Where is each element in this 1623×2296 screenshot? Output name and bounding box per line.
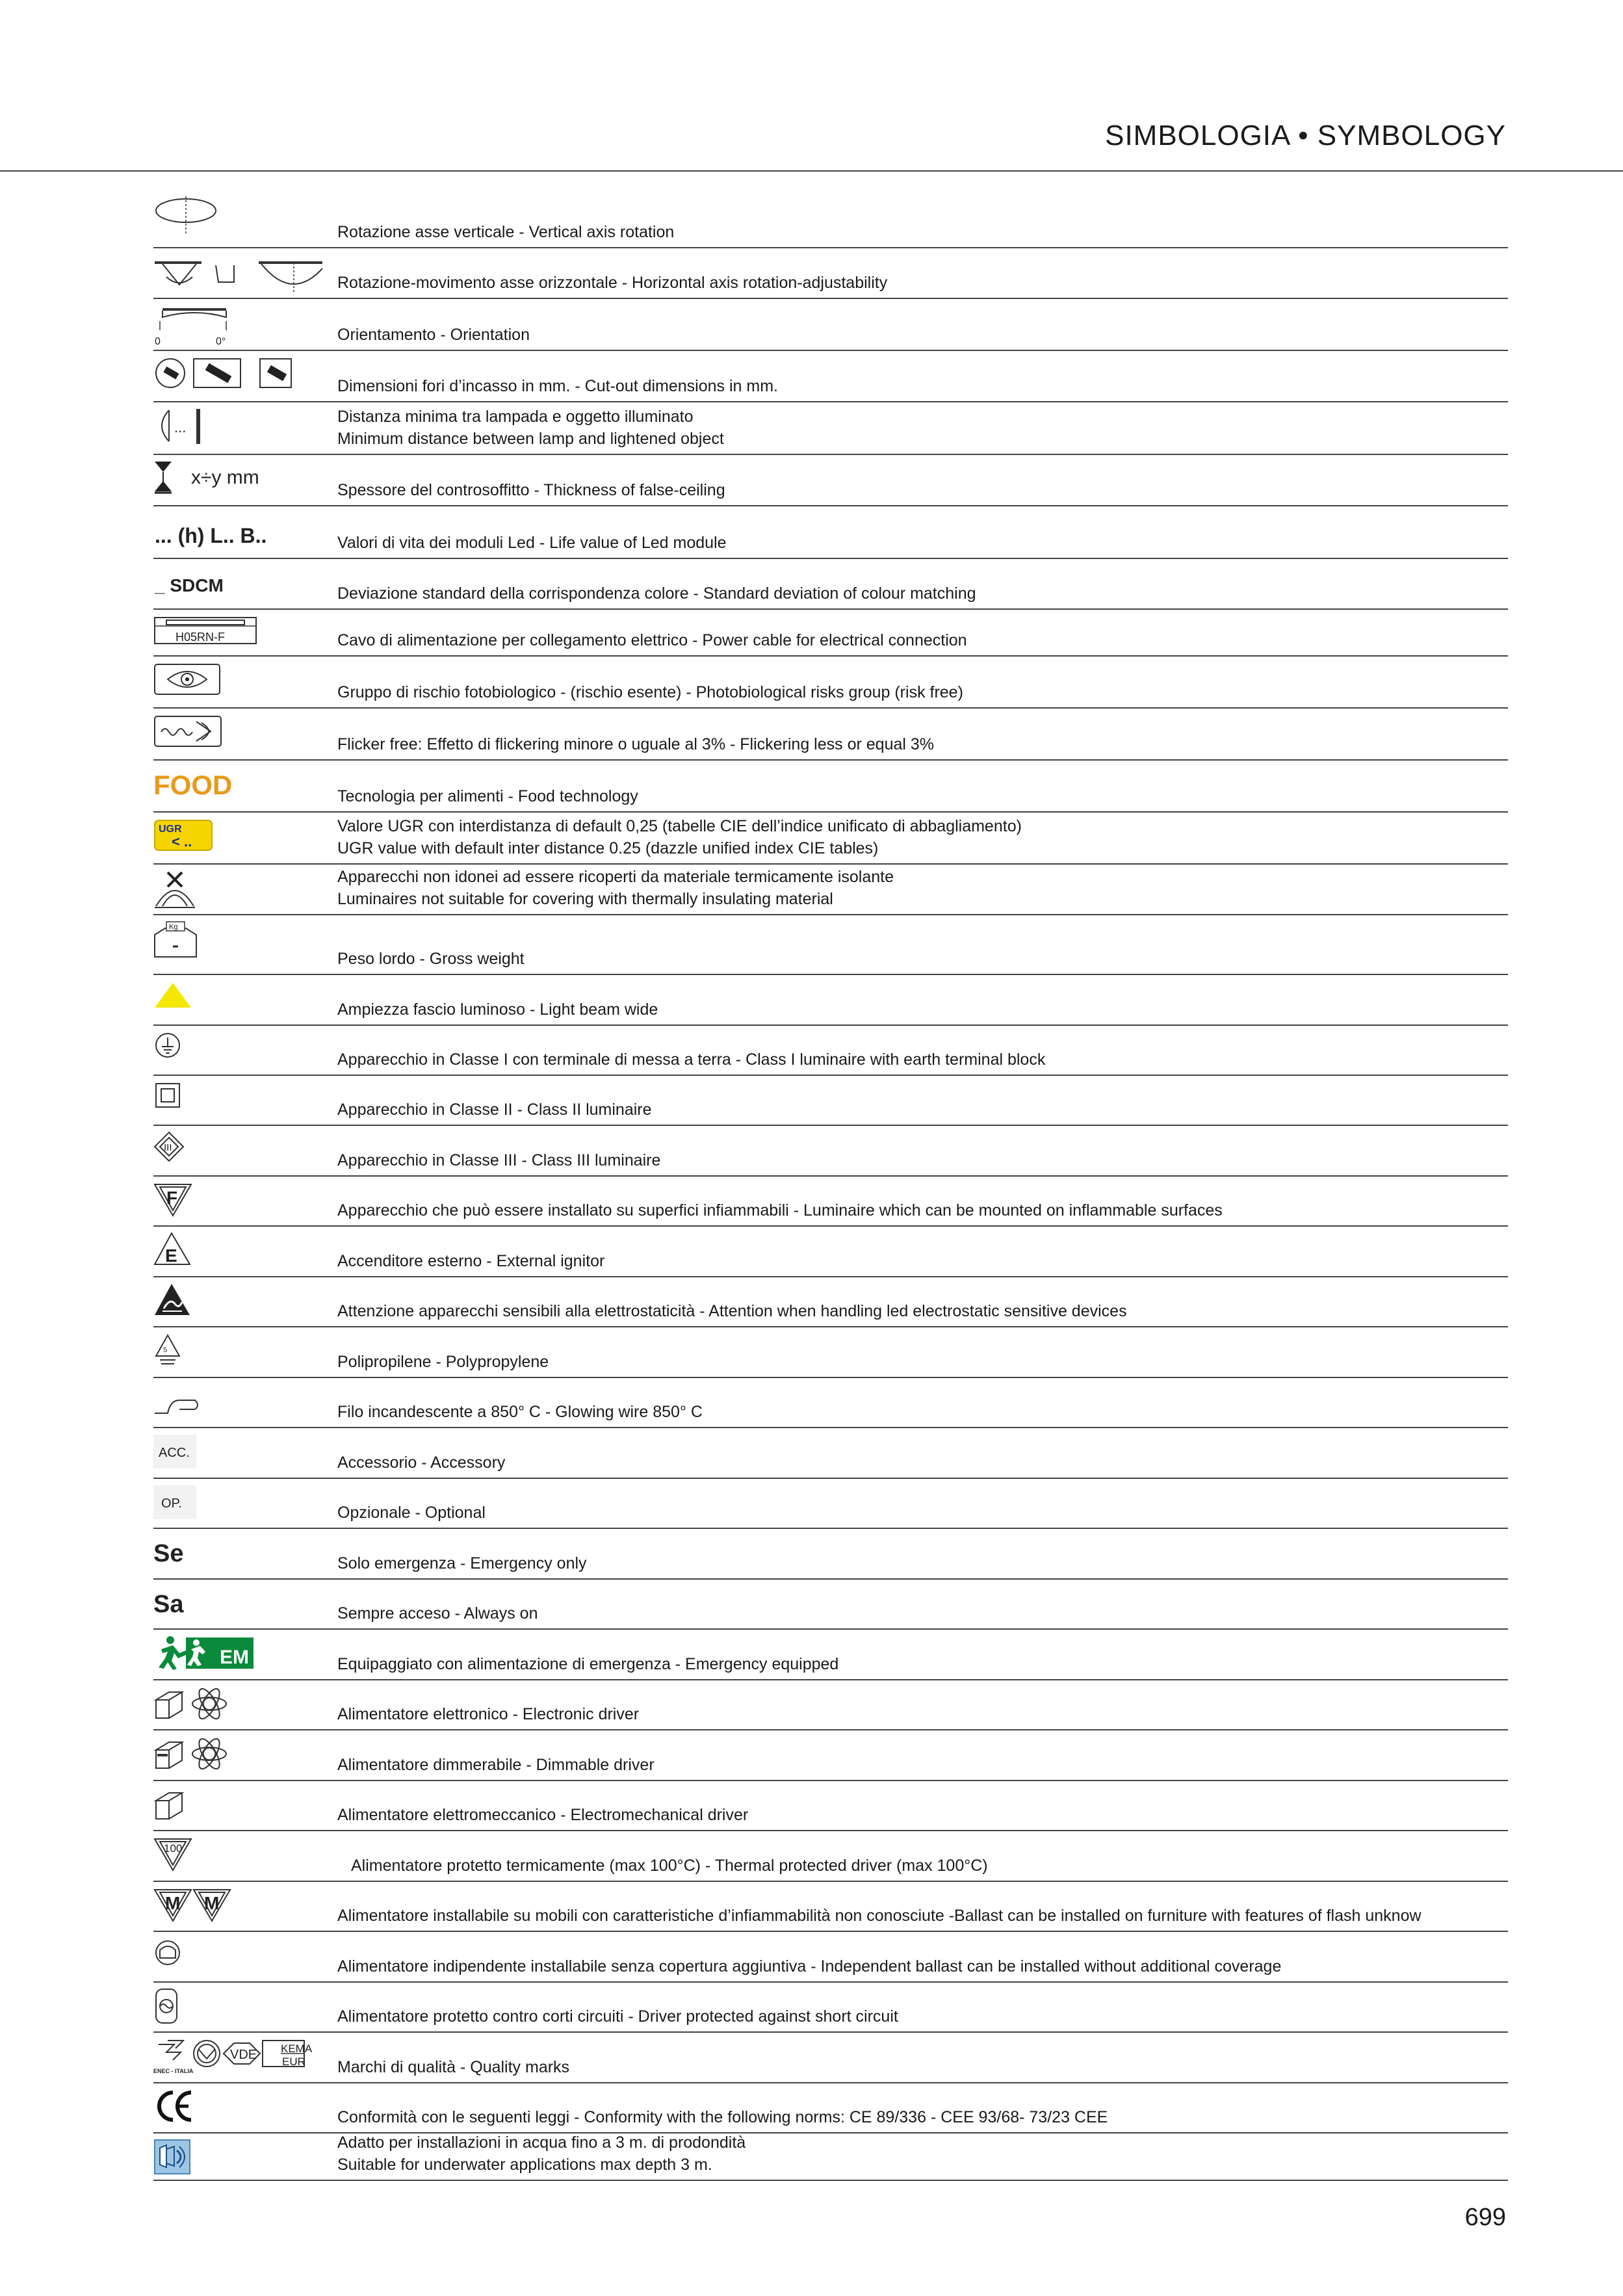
- description-line: Peso lordo - Gross weight: [337, 950, 525, 968]
- page-title: SIMBOLOGIA • SYMBOLOGY: [1105, 120, 1506, 151]
- symbol-description: [337, 1099, 1508, 1121]
- symbol-row: [153, 1781, 1508, 1831]
- horizontal-axis-rotation-icon: [153, 254, 322, 295]
- page-number: 699: [1464, 2204, 1506, 2231]
- description-line: Opzionale - Optional: [337, 1504, 486, 1522]
- quality-marks-label: VDE: [230, 2048, 257, 2062]
- emergency-equipped-icon: [153, 1635, 322, 1676]
- description-line: Apparecchio in Classe I con terminale di messa a terra - Class I luminaire with earth terminal block: [337, 1050, 1046, 1069]
- symbol-row: [153, 1580, 1508, 1630]
- vertical-axis-rotation-icon: [153, 194, 322, 235]
- symbol-row: [153, 1177, 1508, 1227]
- symbol-description: [337, 1351, 1508, 1373]
- symbol-row: [153, 1831, 1508, 1882]
- symbol-row: [153, 506, 1508, 559]
- symbol-row: [153, 1126, 1508, 1177]
- description-line: Valori di vita dei moduli Led - Life value of Led module: [337, 534, 727, 552]
- symbol-row: [153, 1630, 1508, 1680]
- inflammable-surface-label: F: [166, 1188, 178, 1208]
- food-technology-icon: [153, 766, 322, 807]
- emergency-only-label: Se: [153, 1540, 184, 1567]
- symbol-description: [337, 2005, 1508, 2028]
- description-line: Apparecchio in Classe III - Class III luminaire: [337, 1151, 661, 1169]
- flicker-free-icon: [153, 714, 322, 755]
- svg-text:5: 5: [163, 1346, 168, 1354]
- description-line: Distanza minima tra lampada e oggetto illuminato: [337, 408, 694, 426]
- symbol-row: [153, 2133, 1508, 2181]
- quality-marks-label: KEMA: [281, 2042, 313, 2055]
- ugr-label: UGR: [159, 824, 182, 835]
- symbol-description: [337, 998, 1508, 1021]
- life-value-label: ... (h) L.. B..: [155, 524, 267, 547]
- description-line: Cavo di alimentazione per collegamento elettrico - Power cable for electrical connection: [337, 631, 967, 649]
- glowing-wire-icon: [153, 1383, 322, 1425]
- description-line: Valore UGR con interdistanza di default 0,25 (tabelle CIE dell’indice unificato di abbagliamento): [337, 817, 1022, 835]
- symbol-row: [153, 2033, 1508, 2083]
- description-line: Deviazione standard della corrispondenza colore - Standard deviation of colour matching: [337, 584, 976, 603]
- description-line: Apparecchi non idonei ad essere ricoperti da materiale termicamente isolante: [337, 868, 894, 886]
- ugr-icon: [153, 818, 322, 859]
- food-technology-label: FOOD: [153, 770, 233, 800]
- orientation-icon: [153, 304, 322, 346]
- symbol-description: [337, 1300, 1508, 1322]
- inflammable-surface-icon: [153, 1182, 322, 1223]
- always-on-label: Sa: [153, 1591, 184, 1618]
- independent-ballast-icon: [153, 1937, 322, 1979]
- symbol-row: [153, 299, 1508, 351]
- symbol-row: [153, 761, 1508, 813]
- symbol-description: [337, 2106, 1508, 2128]
- description-line: Alimentatore indipendente installabile senza copertura aggiuntiva - Independent ballast can be installed without additional coverage: [337, 1957, 1282, 1976]
- description-line: Conformità con le seguenti leggi - Conformity with the following norms: CE 89/336 - CEE 93/68- 73/23 CEE: [337, 2108, 1108, 2126]
- electrostatic-warning-icon: [153, 1283, 322, 1324]
- symbol-row: [153, 402, 1508, 455]
- photobiological-risk-icon: [153, 662, 322, 703]
- description-line: Alimentatore protetto contro corti circuiti - Driver protected against short circuit: [337, 2007, 898, 2026]
- class-two-icon: [153, 1081, 322, 1123]
- description-line: Filo incandescente a 850° C - Glowing wire 850° C: [337, 1403, 703, 1421]
- description-line: Orientamento - Orientation: [337, 326, 530, 344]
- symbol-row: [153, 813, 1508, 865]
- symbol-row: [153, 559, 1508, 610]
- symbol-description: [337, 1250, 1508, 1272]
- life-value-icon: [153, 512, 322, 553]
- symbol-description: [337, 1804, 1508, 1826]
- symbol-description: [337, 582, 1508, 605]
- electromechanical-driver-icon: [153, 1786, 322, 1828]
- ugr-label: < ..: [172, 833, 192, 850]
- description-line: Equipaggiato con alimentazione di emergenza - Emergency equipped: [337, 1655, 839, 1673]
- symbol-description: [337, 1905, 1508, 1927]
- description-line: Alimentatore dimmerabile - Dimmable driver: [337, 1756, 655, 1774]
- optional-label: OP.: [161, 1496, 182, 1511]
- symbol-row: [153, 915, 1508, 975]
- minimum-distance-icon: [153, 408, 322, 449]
- ce-conformity-icon: [153, 2089, 322, 2130]
- description-line: Ampiezza fascio luminoso - Light beam wide: [337, 1000, 658, 1019]
- symbol-row: [153, 1983, 1508, 2033]
- symbol-description: [337, 948, 1508, 970]
- description-line-english: Suitable for underwater applications max depth 3 m.: [337, 2156, 712, 2174]
- symbol-row: [153, 189, 1508, 248]
- furniture-ballast-label: M: [165, 1893, 181, 1913]
- symbol-description: [351, 1855, 1508, 1877]
- symbol-description: [337, 1502, 1508, 1524]
- symbol-row: [153, 248, 1508, 299]
- symbol-row: [153, 1428, 1508, 1479]
- symbol-description: [337, 1552, 1508, 1574]
- quality-marks-icon: [153, 2038, 322, 2080]
- symbol-description: [337, 2132, 1508, 2176]
- description-line: Solo emergenza - Emergency only: [337, 1554, 587, 1572]
- symbol-row: [153, 1529, 1508, 1580]
- symbol-row: [153, 1882, 1508, 1932]
- ceiling-thickness-icon: [153, 460, 322, 502]
- description-line: Adatto per installazioni in acqua fino a 3 m. di prodondità: [337, 2133, 746, 2152]
- accessory-label: ACC.: [159, 1446, 190, 1460]
- gross-weight-label: Kg: [169, 923, 178, 931]
- symbol-row: [153, 1327, 1508, 1378]
- symbol-row: [153, 975, 1508, 1026]
- description-line-english: UGR value with default inter distance 0.25 (dazzle unified index CIE tables): [337, 839, 879, 857]
- description-line-english: Minimum distance between lamp and lightened object: [337, 430, 724, 448]
- symbol-description: [337, 532, 1508, 554]
- symbol-description: [337, 629, 1508, 651]
- emergency-only-icon: [153, 1534, 322, 1576]
- symbol-description: [337, 2056, 1508, 2078]
- symbol-description: [337, 785, 1508, 807]
- symbol-row: [153, 351, 1508, 402]
- light-beam-icon: [153, 980, 322, 1022]
- accessory-icon: [153, 1433, 322, 1475]
- description-line-english: Luminaires not suitable for covering with thermally insulating material: [337, 890, 833, 908]
- description-line: Polipropilene - Polypropylene: [337, 1353, 549, 1371]
- symbol-description: [337, 1955, 1508, 1977]
- sdcm-label: _ SDCM: [155, 575, 224, 595]
- quality-marks-label: EUR: [282, 2055, 305, 2068]
- external-ignitor-label: E: [165, 1246, 177, 1266]
- power-cable-label: H05RN-F: [175, 631, 226, 644]
- symbol-description: [337, 406, 1508, 450]
- thermal-protected-label: 100: [164, 1842, 183, 1855]
- orientation-label: 0: [155, 336, 161, 346]
- symbol-description: [337, 1653, 1508, 1675]
- symbol-description: [337, 375, 1508, 397]
- earth-terminal-icon: [153, 1031, 322, 1073]
- description-line: Apparecchio che può essere installato su superfici infiammabili - Luminaire which can be mounted on inflammable surfaces: [337, 1201, 1223, 1220]
- symbol-description: [337, 324, 1508, 346]
- description-line: Dimensioni fori d’incasso in mm. - Cut-out dimensions in mm.: [337, 377, 778, 395]
- symbol-row: [153, 1378, 1508, 1428]
- description-line: Marchi di qualità - Quality marks: [337, 2058, 570, 2076]
- symbol-row: [153, 1680, 1508, 1730]
- description-line: Alimentatore installabile su mobili con caratteristiche d’infiammabilità non conosciute -Ballast can be installed on furniture with features of flash unknow: [337, 1907, 1422, 1925]
- description-line: Attenzione apparecchi sensibili alla elettrostaticità - Attention when handling led electrostatic sensitive devices: [337, 1302, 1127, 1320]
- symbol-row: [153, 1730, 1508, 1781]
- symbol-description: [337, 221, 1508, 243]
- short-circuit-icon: [153, 1988, 322, 2029]
- description-line: Flicker free: Effetto di flickering minore o uguale al 3% - Flickering less or equal 3%: [337, 735, 935, 753]
- symbol-description: [337, 1199, 1508, 1221]
- description-line: Spessore del controsoffitto - Thickness of false-ceiling: [337, 481, 725, 499]
- description-line: Gruppo di rischio fotobiologico - (rischio esente) - Photobiological risks group (risk free): [337, 683, 963, 701]
- symbol-description: [337, 1602, 1508, 1624]
- symbol-row: [153, 1479, 1508, 1529]
- always-on-icon: [153, 1585, 322, 1626]
- description-line: Alimentatore elettronico - Electronic driver: [337, 1705, 640, 1723]
- furniture-ballast-label: M: [204, 1893, 220, 1913]
- class-three-label: III: [164, 1142, 172, 1153]
- symbol-description: [337, 1049, 1508, 1071]
- symbol-row: [153, 610, 1508, 657]
- symbol-description: [337, 1754, 1508, 1776]
- symbol-description: [337, 866, 1508, 910]
- description-line: Alimentatore elettromeccanico - Electromechanical driver: [337, 1806, 749, 1824]
- description-line: Accessorio - Accessory: [337, 1454, 506, 1472]
- description-line: Sempre acceso - Always on: [337, 1604, 538, 1623]
- description-line: Alimentatore protetto termicamente (max 100°C) - Thermal protected driver (max 100°C): [351, 1857, 988, 1875]
- symbol-description: [337, 681, 1508, 703]
- symbol-row: [153, 1026, 1508, 1076]
- orientation-label: 0°: [216, 336, 226, 346]
- no-insulation-cover-icon: [153, 870, 322, 911]
- symbol-row: [153, 657, 1508, 709]
- class-three-icon: [153, 1131, 322, 1173]
- symbol-row: [153, 2083, 1508, 2133]
- symbol-description: [337, 272, 1508, 294]
- symbol-row: [153, 1227, 1508, 1277]
- polypropylene-icon: [153, 1333, 322, 1374]
- sdcm-icon: [153, 564, 322, 606]
- ceiling-thickness-label: x÷y mm: [191, 467, 259, 488]
- symbol-row: [153, 1076, 1508, 1126]
- symbol-row: [153, 865, 1508, 915]
- symbol-row: [153, 709, 1508, 761]
- description-line: Tecnologia per alimenti - Food technology: [337, 787, 638, 805]
- description-line: Rotazione asse verticale - Vertical axis rotation: [337, 223, 675, 241]
- symbol-description: [337, 1452, 1508, 1474]
- minimum-distance-label: ...: [174, 419, 187, 436]
- description-line: Rotazione-movimento asse orizzontale - Horizontal axis rotation-adjustability: [337, 274, 888, 292]
- symbol-description: [337, 1149, 1508, 1171]
- gross-weight-icon: [153, 920, 322, 962]
- thermal-protected-icon: [153, 1836, 322, 1878]
- symbol-description: [337, 733, 1508, 755]
- cutout-dimensions-icon: [153, 356, 322, 398]
- description-line: Accenditore esterno - External ignitor: [337, 1252, 605, 1270]
- symbol-description: [337, 479, 1508, 501]
- electronic-driver-icon: [153, 1686, 322, 1727]
- external-ignitor-icon: [153, 1232, 322, 1273]
- emergency-equipped-label: EM: [220, 1647, 249, 1668]
- symbol-row: [153, 1277, 1508, 1327]
- quality-marks-label: ENEC - ITALIA: [153, 2068, 194, 2074]
- symbol-description: [337, 815, 1508, 859]
- power-cable-icon: [153, 615, 322, 657]
- underwater-icon: [153, 2139, 322, 2180]
- header-divider: [0, 170, 1623, 172]
- symbol-description: [337, 1703, 1508, 1725]
- optional-icon: [153, 1484, 322, 1526]
- furniture-ballast-icon: [153, 1887, 322, 1929]
- symbol-description: [337, 1401, 1508, 1423]
- description-line: Apparecchio in Classe II - Class II luminaire: [337, 1101, 652, 1119]
- dimmable-driver-icon: [153, 1736, 322, 1777]
- symbol-row: [153, 455, 1508, 506]
- symbol-row: [153, 1932, 1508, 1983]
